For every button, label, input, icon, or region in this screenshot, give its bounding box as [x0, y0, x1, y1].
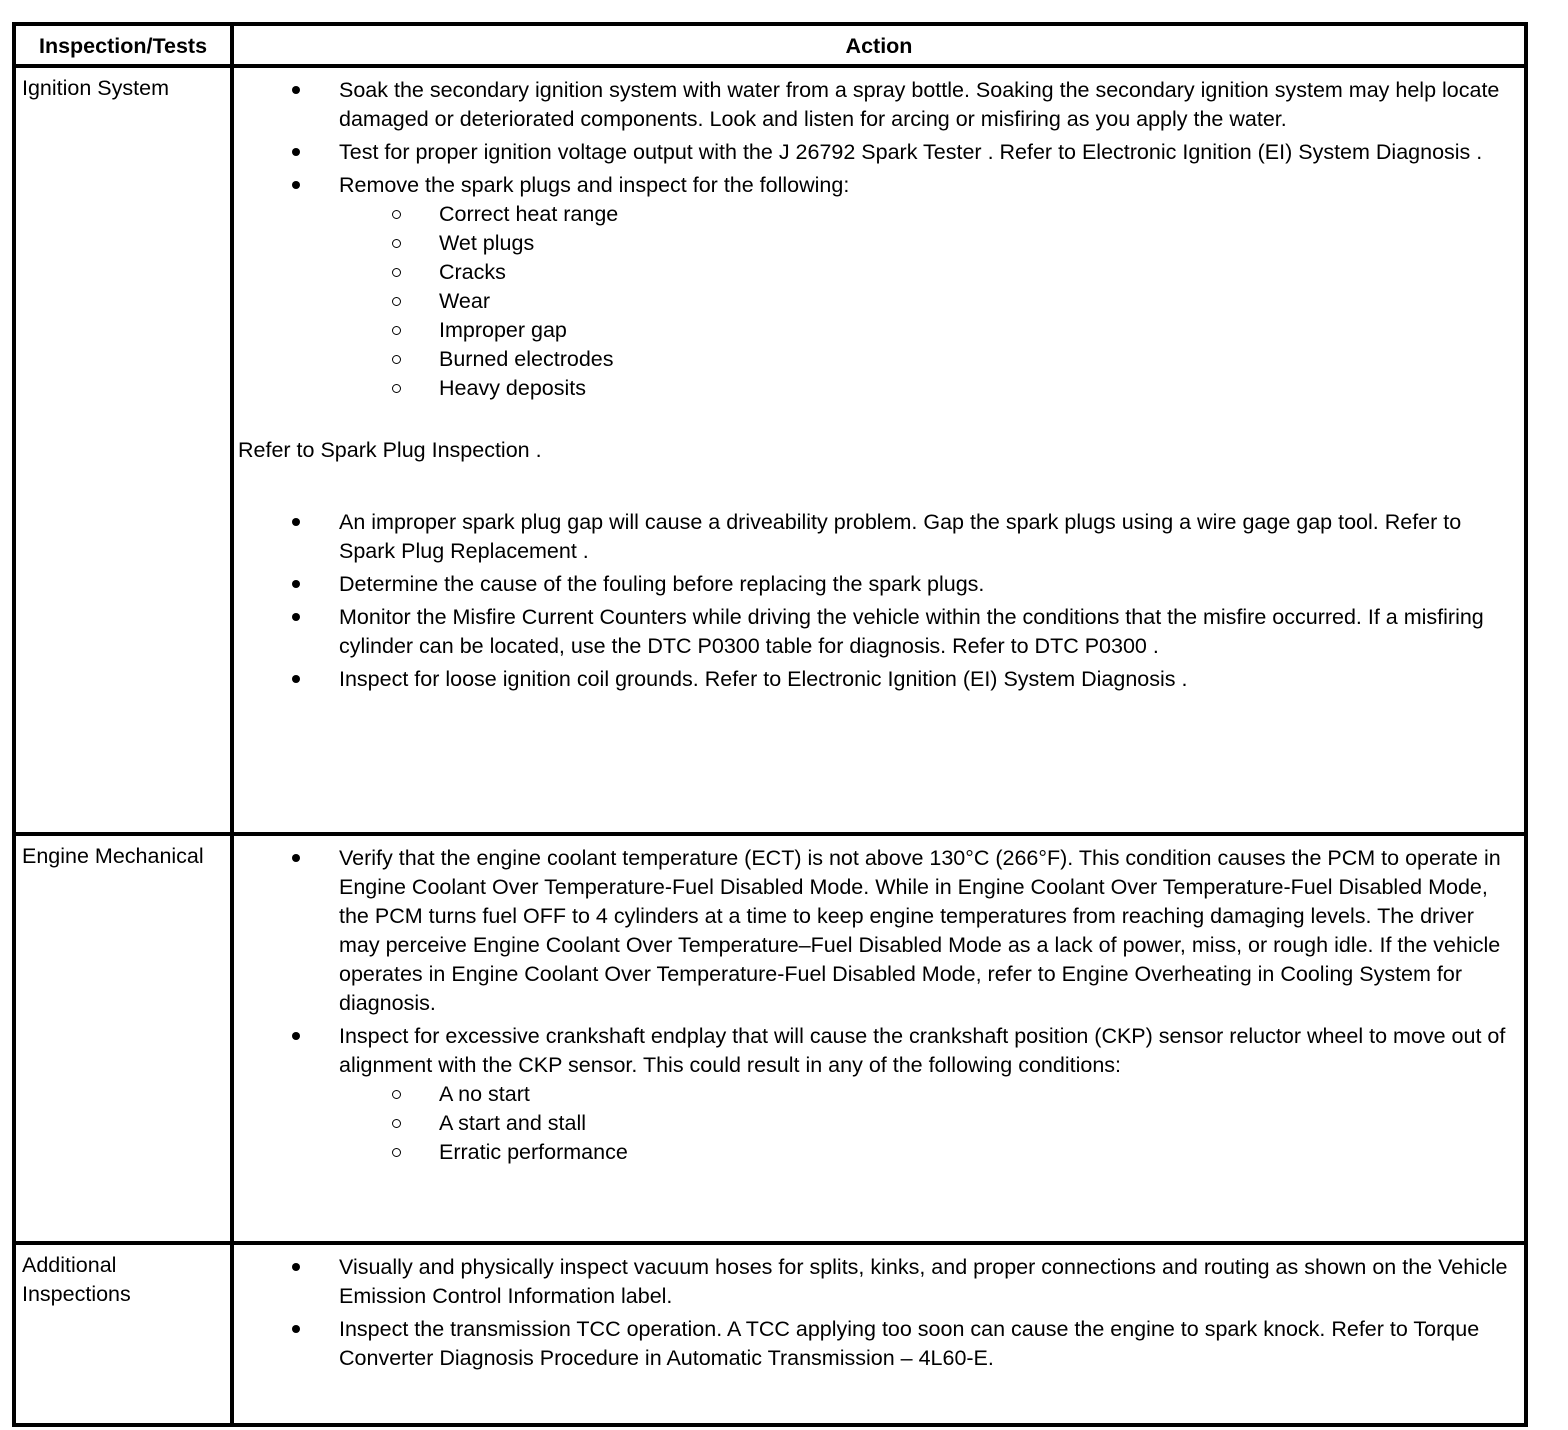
list-item: Verify that the engine coolant temperature (ECT) is not above 130°C (266°F). This condition causes the PCM to operate in Engine Coolant Over Temperature-Fuel Disabled Mode. While in Engine Coolant Over Temperature-Fuel Disabled Mode, the PCM turns fuel OFF to 4 cylinders at a time to keep engine temperatures from reaching damaging levels. The driver may perceive Engine Coolant Over Temperature–Fuel Disabled Mode as a lack of power, miss, or rough idle. If the vehicle operates in Engine Coolant Over Temperature-Fuel Disabled Mode, refer to Engine Overheating in Cooling System for diagnosis. [234, 844, 1516, 1018]
bullet-icon [292, 1325, 300, 1333]
header-inspection-tests: Inspection/Tests [14, 24, 232, 66]
circle-bullet-icon [392, 1090, 401, 1099]
circle-bullet-icon [392, 210, 401, 219]
sub-list-item: Improper gap [339, 316, 1516, 345]
row-action [232, 1243, 1526, 1425]
circle-bullet-icon [392, 384, 401, 393]
sub-list-item: Wet plugs [339, 229, 1516, 258]
row-label: Additional Inspections [14, 1243, 232, 1425]
sub-list-item: A no start [339, 1080, 1516, 1109]
bullet-icon [292, 148, 300, 156]
bullet-list [234, 1253, 1516, 1373]
circle-bullet-icon [392, 1119, 401, 1128]
list-item: Inspect for loose ignition coil grounds. Refer to Electronic Ignition (EI) System Diagnosis . [234, 665, 1516, 694]
header-row [14, 24, 1526, 66]
table-row-engine-mechanical [14, 834, 1526, 1243]
list-item: Inspect for excessive crankshaft endplay that will cause the crankshaft position (CKP) sensor reluctor wheel to move out of alignment with the CKP sensor. This could result in any of the following conditions: A no start A start and stall Erratic performance [234, 1022, 1516, 1167]
list-item: Remove the spark plugs and inspect for the following: Correct heat range Wet plugs Cracks Wear Improper gap Burned electrodes Heavy deposits [234, 171, 1516, 403]
row-label: Engine Mechanical [14, 834, 232, 1243]
circle-bullet-icon [392, 239, 401, 248]
sub-list-item: Cracks [339, 258, 1516, 287]
bullet-icon [292, 675, 300, 683]
row-label: Ignition System [14, 66, 232, 834]
list-item: Soak the secondary ignition system with water from a spray bottle. Soaking the secondary ignition system may help locate damaged or deteriorated components. Look and listen for arcing or misfiring as you apply the water. [234, 76, 1516, 134]
inspection-table [12, 22, 1528, 1427]
sub-list-item: Heavy deposits [339, 374, 1516, 403]
sub-list-item: Erratic performance [339, 1138, 1516, 1167]
sub-bullet-list [339, 200, 1516, 403]
circle-bullet-icon [392, 268, 401, 277]
list-item: Visually and physically inspect vacuum hoses for splits, kinks, and proper connections and routing as shown on the Vehicle Emission Control Information label. [234, 1253, 1516, 1311]
bullet-icon [292, 518, 300, 526]
bullet-list [234, 76, 1516, 403]
bullet-icon [292, 1032, 300, 1040]
bullet-icon [292, 86, 300, 94]
bullet-icon [292, 854, 300, 862]
list-item: Test for proper ignition voltage output with the J 26792 Spark Tester . Refer to Electronic Ignition (EI) System Diagnosis . [234, 138, 1516, 167]
bullet-list [234, 508, 1516, 694]
bullet-list [234, 844, 1516, 1167]
list-item: Monitor the Misfire Current Counters while driving the vehicle within the conditions that the misfire occurred. If a misfiring cylinder can be located, use the DTC P0300 table for diagnosis. Refer to DTC P0300 . [234, 603, 1516, 661]
bullet-icon [292, 181, 300, 189]
sub-bullet-list [339, 1080, 1516, 1167]
row-action [232, 834, 1526, 1243]
circle-bullet-icon [392, 1148, 401, 1157]
circle-bullet-icon [392, 355, 401, 364]
bullet-icon [292, 580, 300, 588]
list-item: Inspect the transmission TCC operation. A TCC applying too soon can cause the engine to spark knock. Refer to Torque Converter Diagnosis Procedure in Automatic Transmission – 4L60-E. [234, 1315, 1516, 1373]
list-item: Determine the cause of the fouling before replacing the spark plugs. [234, 570, 1516, 599]
header-action: Action [232, 24, 1526, 66]
circle-bullet-icon [392, 326, 401, 335]
sub-list-item: Correct heat range [339, 200, 1516, 229]
sub-list-item: A start and stall [339, 1109, 1516, 1138]
table-row-ignition-system [14, 66, 1526, 834]
circle-bullet-icon [392, 297, 401, 306]
sub-list-item: Burned electrodes [339, 345, 1516, 374]
list-item: An improper spark plug gap will cause a driveability problem. Gap the spark plugs using a wire gage gap tool. Refer to Spark Plug Replacement . [234, 508, 1516, 566]
sub-list-item: Wear [339, 287, 1516, 316]
refer-spark-plug-inspection: Refer to Spark Plug Inspection . [238, 438, 542, 462]
bullet-icon [292, 613, 300, 621]
table-row-additional-inspections [14, 1243, 1526, 1425]
row-action [232, 66, 1526, 834]
bullet-icon [292, 1263, 300, 1271]
